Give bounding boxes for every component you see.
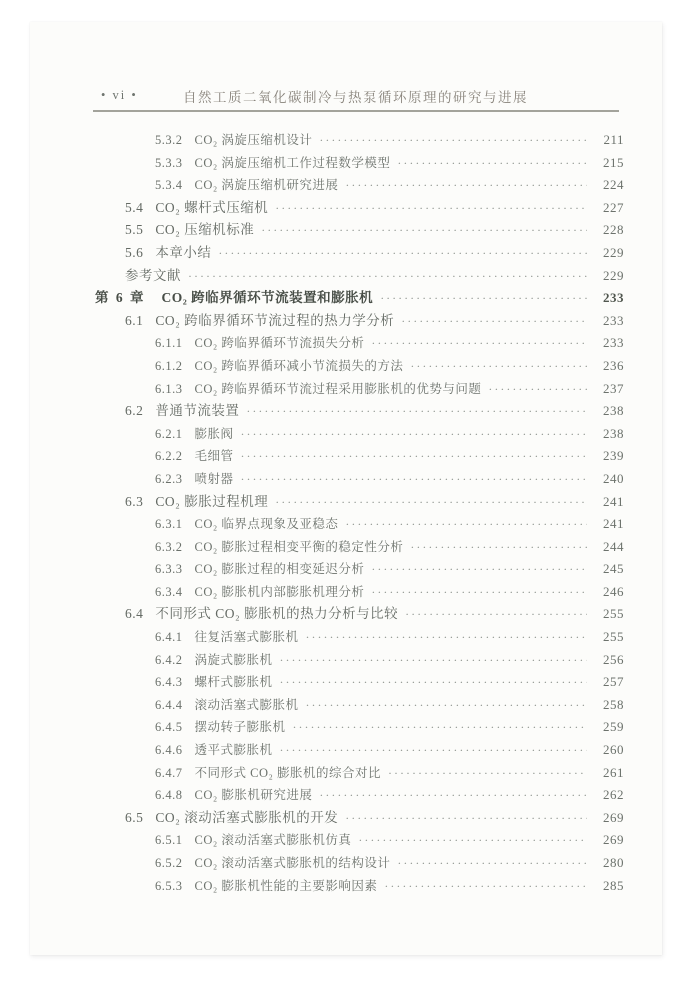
toc-entry-page: 227: [603, 199, 624, 215]
toc-entry-number: 6.4.4: [155, 697, 183, 712]
toc-entry-title: 往复活塞式膨胀机: [194, 630, 299, 645]
toc-entry-row: [95, 265, 624, 288]
toc-entry-number: 6.2.3: [155, 471, 183, 486]
toc-entry-number: 6.4.1: [155, 630, 183, 645]
toc-entry-title: CO₂ 滚动活塞式膨胀机仿真: [194, 833, 352, 848]
toc-entry-number: 6.3.3: [155, 562, 183, 577]
toc-entry-page: 260: [603, 742, 624, 758]
toc-entry-page: 238: [603, 403, 624, 419]
toc-entry-number: 6.2: [125, 403, 144, 419]
toc-entry-page: 257: [603, 674, 624, 690]
toc-entry-title: CO₂ 膨胀过程的相变延迟分析: [194, 562, 365, 577]
toc-entry-number: 6.4.2: [155, 652, 183, 667]
toc-entry-page: 255: [603, 606, 624, 622]
toc-entry-row: [95, 649, 624, 672]
toc-entry-number: 6.3.1: [155, 517, 183, 532]
toc-entry-title: 毛细管: [194, 449, 234, 464]
toc-entry-row: [95, 400, 624, 423]
toc-entry-page: 229: [603, 244, 624, 260]
toc-entry-title: 涡旋式膨胀机: [194, 652, 273, 667]
toc-entry-number: 5.6: [125, 244, 144, 260]
dot-leader: [280, 739, 587, 762]
running-title: 自然工质二氧化碳制冷与热泵循环原理的研究与进展: [183, 90, 528, 105]
toc-entry-title: CO₂ 膨胀机性能的主要影响因素: [194, 878, 378, 893]
toc-entry-title: CO₂ 跨临界循环减小节流损失的方法: [194, 358, 404, 373]
dot-leader: [188, 265, 587, 288]
toc-entry-page: 241: [603, 493, 624, 509]
toc-entry-title: 喷射器: [194, 471, 234, 486]
toc-entry-page: 228: [603, 222, 624, 238]
dot-leader: [358, 829, 587, 852]
toc-entry-title: CO₂ 膨胀机内部膨胀机理分析: [194, 584, 365, 599]
dot-leader: [380, 287, 587, 310]
toc-entry-title: 参考文献: [125, 267, 181, 283]
toc-entry-row: [95, 423, 624, 446]
dot-leader: [371, 332, 587, 355]
toc-entry-page: 233: [603, 290, 624, 306]
toc-entry-number: 6.1.2: [155, 358, 183, 373]
toc-entry-page: 229: [603, 267, 624, 283]
dot-leader: [488, 378, 587, 401]
dot-leader: [405, 603, 587, 626]
toc-entry-number: 6.4.5: [155, 720, 183, 735]
dot-leader: [280, 649, 587, 672]
toc-entry-number: 6.3: [125, 493, 144, 509]
dot-leader: [280, 671, 587, 694]
toc-entry-row: [95, 445, 624, 468]
toc-entry-number: 6.2.1: [155, 426, 183, 441]
dot-leader: [261, 219, 587, 242]
toc-entry-page: 241: [603, 516, 624, 532]
toc-entry-title: CO₂ 滚动活塞式膨胀机的结构设计: [194, 856, 391, 870]
dot-leader: [293, 716, 587, 739]
toc-entry-number: 5.3.4: [155, 178, 183, 193]
toc-entry-title: 膨胀阀: [194, 426, 234, 441]
toc-entry-number: 第 6 章: [95, 290, 146, 306]
toc-entry-page: 261: [603, 764, 624, 780]
toc-entry-title: CO₂ 涡旋压缩机工作过程数学模型: [194, 155, 391, 170]
toc-entry-row: [95, 491, 624, 514]
toc-entry-number: 5.3.2: [155, 133, 183, 147]
toc-entry-row: [95, 603, 624, 626]
toc-entry-row: [95, 875, 624, 898]
folio-page-number: • vi •: [101, 88, 138, 102]
dot-leader: [410, 355, 587, 378]
toc-entry-row: [95, 242, 624, 265]
toc-entry-row: [95, 287, 624, 310]
toc-entry-number: 6.5: [125, 809, 144, 825]
dot-leader: [306, 626, 587, 649]
toc-entry-page: 285: [603, 877, 624, 893]
toc-entry-page: 258: [603, 696, 624, 712]
toc-entry-row: [95, 716, 624, 739]
toc-entry-row: [95, 219, 624, 242]
toc-entry-page: 224: [603, 177, 624, 193]
dot-leader: [275, 491, 587, 514]
toc-entry-page: 256: [603, 651, 624, 667]
toc-entry-number: 6.5.3: [155, 878, 183, 893]
toc-entry-number: 6.4.6: [155, 743, 183, 758]
dot-leader: [345, 807, 587, 830]
toc-entry-row: [95, 378, 624, 401]
toc-entry-title: CO₂ 膨胀机研究进展: [194, 788, 313, 803]
header-rule: [93, 110, 619, 112]
dot-leader: [241, 445, 587, 468]
dot-leader: [397, 152, 587, 175]
toc-entry-title: 滚动活塞式膨胀机: [194, 697, 299, 712]
toc-entry-page: 233: [603, 335, 624, 351]
toc-entry-title: CO₂ 跨临界循环节流损失分析: [194, 336, 365, 351]
toc-entry-title: 螺杆式膨胀机: [194, 675, 273, 690]
toc-entry-page: 246: [603, 583, 624, 599]
toc-entry-page: 255: [603, 629, 624, 645]
toc-entry-page: 238: [603, 425, 624, 441]
toc-entry-row: [95, 129, 624, 152]
toc-entry-number: 6.3.4: [155, 584, 183, 599]
toc-entry-row: [95, 558, 624, 581]
toc-entry-row: [95, 197, 624, 220]
toc-entry-title: 普通节流装置: [155, 403, 240, 419]
toc-entry-page: 259: [603, 719, 624, 735]
dot-leader: [306, 694, 587, 717]
toc-entry-row: [95, 581, 624, 604]
toc-entry-row: [95, 332, 624, 355]
toc-entry-title: CO₂ 膨胀过程机理: [155, 493, 269, 509]
dot-leader: [345, 513, 587, 536]
toc-entry-page: 237: [603, 380, 624, 396]
toc-entry-title: CO₂ 临界点现象及亚稳态: [194, 517, 339, 532]
toc-entry-number: 6.1.3: [155, 381, 183, 396]
toc-entry-number: 5.3.3: [155, 155, 183, 170]
toc-entry-title: CO₂ 跨临界循环节流过程的热力学分析: [155, 312, 395, 328]
toc-entry-number: 6.5.2: [155, 856, 183, 870]
dot-leader: [384, 875, 587, 898]
toc-entry-title: 本章小结: [155, 244, 212, 260]
toc-entry-row: [95, 784, 624, 807]
dot-leader: [388, 762, 587, 785]
dot-leader: [345, 174, 587, 197]
toc-entry-number: 6.5.1: [155, 833, 183, 848]
dot-leader: [371, 558, 587, 581]
toc-entry-page: 211: [603, 132, 624, 147]
toc-entry-number: 6.4: [125, 606, 144, 622]
toc-entry-page: 244: [603, 538, 624, 554]
toc-entry-row: [95, 536, 624, 559]
dot-leader: [410, 536, 587, 559]
dot-leader: [275, 197, 587, 220]
toc-entry-row: [95, 468, 624, 491]
toc-entry-row: [95, 739, 624, 762]
toc-entry-row: [95, 152, 624, 175]
dot-leader: [371, 581, 587, 604]
toc-entry-title: CO₂ 跨临界循环节流装置和膨胀机: [161, 290, 374, 306]
toc-entry-row: [95, 807, 624, 830]
toc-entry-page: 269: [603, 832, 624, 848]
dot-leader: [397, 852, 587, 875]
dot-leader: [246, 400, 587, 423]
toc-entry-number: 6.1.1: [155, 336, 183, 351]
toc-entry-number: 5.4: [125, 199, 144, 215]
toc-entry-row: [95, 355, 624, 378]
toc-entry-title: 不同形式 CO₂ 膨胀机的综合对比: [194, 765, 381, 780]
toc-entry-page: 280: [603, 855, 624, 870]
toc-entry-number: 5.5: [125, 222, 144, 238]
dot-leader: [319, 784, 587, 807]
book-page: [30, 22, 662, 955]
toc-entry-title: CO₂ 膨胀过程相变平衡的稳定性分析: [194, 539, 404, 554]
toc-entry-number: 6.3.2: [155, 539, 183, 554]
dot-leader: [401, 310, 587, 333]
toc-entry-page: 245: [603, 561, 624, 577]
toc-entry-number: 6.1: [125, 312, 144, 328]
toc-entry-title: 不同形式 CO₂ 膨胀机的热力分析与比较: [155, 606, 399, 622]
toc-entry-row: [95, 310, 624, 333]
toc-entry-row: [95, 852, 624, 875]
toc-entry-title: 摆动转子膨胀机: [194, 720, 286, 735]
toc-entry-title: CO₂ 螺杆式压缩机: [155, 199, 269, 215]
toc-entry-title: CO₂ 跨临界循环节流过程采用膨胀机的优势与问题: [194, 381, 482, 396]
toc-entry-number: 6.4.3: [155, 675, 183, 690]
dot-leader: [218, 242, 587, 265]
toc-entry-title: CO₂ 滚动活塞式膨胀机的开发: [155, 809, 339, 825]
toc-entry-row: [95, 762, 624, 785]
toc-entry-row: [95, 671, 624, 694]
table-of-contents: [95, 129, 624, 897]
toc-entry-page: 236: [603, 357, 624, 373]
toc-entry-page: 233: [603, 312, 624, 328]
toc-entry-row: [95, 174, 624, 197]
toc-entry-number: 6.2.2: [155, 449, 183, 464]
dot-leader: [241, 423, 587, 446]
toc-entry-number: 6.4.7: [155, 765, 183, 780]
toc-entry-row: [95, 513, 624, 536]
toc-entry-title: CO₂ 涡旋压缩机研究进展: [194, 178, 339, 193]
toc-entry-row: [95, 829, 624, 852]
dot-leader: [241, 468, 587, 491]
toc-entry-title: CO₂ 涡旋压缩机设计: [194, 133, 313, 147]
toc-entry-page: 215: [603, 154, 624, 170]
toc-entry-page: 240: [603, 470, 624, 486]
toc-entry-title: CO₂ 压缩机标准: [155, 222, 255, 238]
toc-entry-page: 269: [603, 809, 624, 825]
toc-entry-page: 239: [603, 448, 624, 464]
toc-entry-row: [95, 626, 624, 649]
toc-entry-number: 6.4.8: [155, 788, 183, 803]
toc-entry-page: 262: [603, 787, 624, 803]
toc-entry-title: 透平式膨胀机: [194, 743, 273, 758]
dot-leader: [319, 129, 587, 152]
toc-entry-row: [95, 694, 624, 717]
